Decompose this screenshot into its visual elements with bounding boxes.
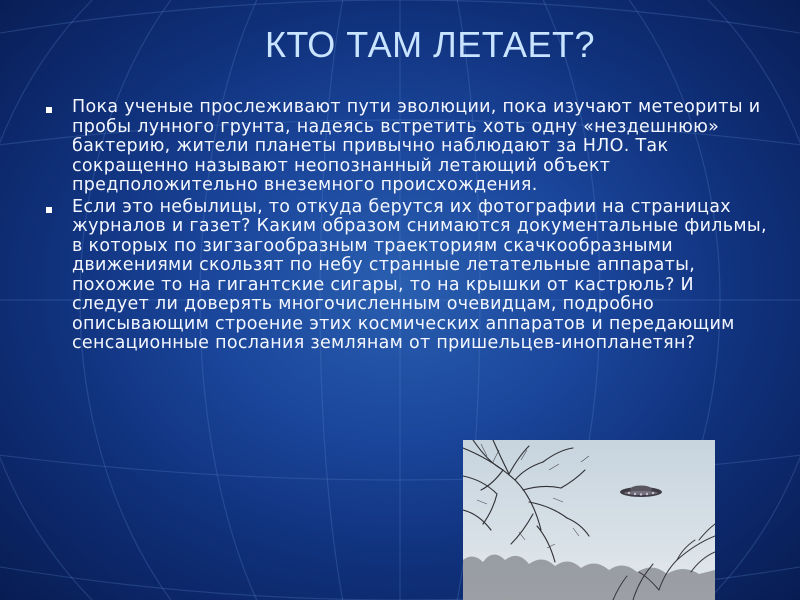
bullet-item xyxy=(44,198,774,354)
bullet-list xyxy=(44,98,774,356)
bullet-item xyxy=(44,98,774,196)
slide-title: КТО ТАМ ЛЕТАЕТ? xyxy=(264,24,596,65)
square-bullet-icon xyxy=(46,107,52,113)
bullet-text: Если это небылицы, то откуда берутся их фотографии на страницах журналов и газет? Каким образом снимаются документальные фильмы, в которых по зигзагообразным траекториям скачкообразными движениями скользят по небу странные летательные аппараты, похожие то на гигантские сигары, то на крышки от кастрюль? И следует ли доверять многочисленным очевидцам, подробно описывающим строение этих космических аппаратов и передающим сенсационные послания землянам от пришельцев-инопланетян? xyxy=(72,196,767,353)
square-bullet-icon xyxy=(46,207,52,213)
bullet-text: Пока ученые прослеживают пути эволюции, пока изучают метеориты и пробы лунного грунта, надеясь встретить хоть одну «нездешнюю» бактерию, жители планеты привычно наблюдают за НЛО. Так сокращенно называют неопознанный летающий объект предположительно внеземного происхождения. xyxy=(72,97,761,195)
ufo-photo xyxy=(463,440,715,600)
